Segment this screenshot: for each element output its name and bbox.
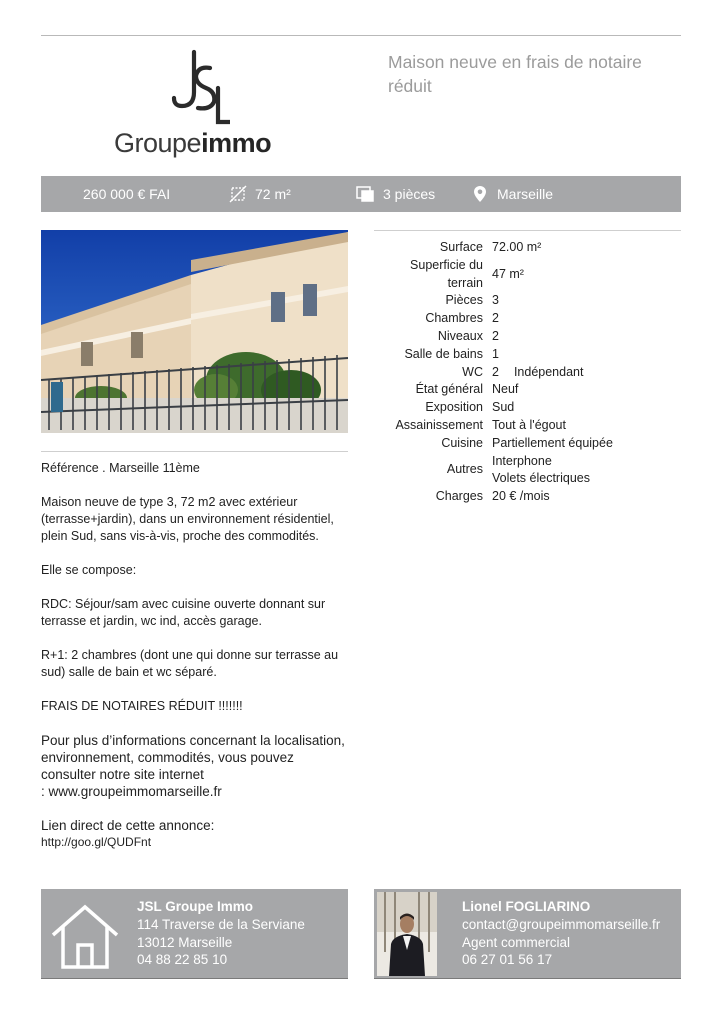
- spec-row: [374, 417, 681, 435]
- spec-label: WC: [462, 364, 483, 379]
- website-text: : www.groupeimmomarseille.fr: [41, 784, 222, 799]
- description-divider: [41, 451, 348, 452]
- spec-label: État général: [415, 382, 483, 397]
- spec-row: [374, 435, 681, 453]
- jsl-monogram: [170, 48, 230, 128]
- spec-value: 72.00 m²: [492, 240, 542, 254]
- spec-value: 1: [492, 346, 499, 361]
- spec-row: [374, 453, 681, 489]
- agent-phone: 06 27 01 56 17: [462, 952, 553, 968]
- spec-row: [374, 328, 681, 346]
- city-value: Marseille: [497, 186, 554, 202]
- agency-name: JSL Groupe Immo: [137, 899, 254, 914]
- house-icon: [49, 901, 121, 973]
- rooms-summary: [355, 176, 435, 212]
- spec-row: [374, 292, 681, 310]
- rooms-icon: [355, 185, 375, 203]
- listing-title: Maison neuve en frais de notaire réduit: [388, 52, 642, 96]
- spec-value: 3: [492, 293, 499, 308]
- spec-value: Partiellement équipée: [492, 435, 613, 450]
- desc-line: terrasse et jardin, wc ind, accès garage.: [41, 614, 262, 628]
- agency-card: [41, 889, 348, 979]
- spec-label: Cuisine: [441, 435, 483, 450]
- spec-label: Surface: [439, 240, 483, 254]
- agency-info: [137, 898, 305, 969]
- spec-value: Tout à l'égout: [492, 417, 566, 432]
- spec-row: [374, 488, 681, 506]
- desc-line: (terrasse+jardin), dans un environnement résidentiel,: [41, 512, 334, 526]
- spec-row: [374, 346, 681, 364]
- surface-value: 72 m²: [255, 186, 291, 202]
- spec-label: Chambres: [425, 311, 483, 326]
- spec-row: [374, 257, 681, 293]
- spec-label: Pièces: [445, 293, 483, 308]
- surface-icon: [229, 185, 247, 203]
- desc-line: Maison neuve de type 3, 72 m2 avec extérieur: [41, 495, 298, 509]
- spec-value: [492, 364, 681, 382]
- specs-divider: [374, 230, 681, 231]
- rooms-value: 3 pièces: [383, 186, 436, 202]
- desc-line: R+1: 2 chambres (dont une qui donne sur terrasse au: [41, 648, 339, 662]
- desc-line: consulter notre site internet: [41, 767, 204, 782]
- agent-name: Lionel FOGLIARINO: [462, 899, 591, 914]
- brand-word-light: Groupe: [114, 128, 202, 158]
- agency-phone: 04 88 22 85 10: [137, 952, 228, 968]
- spec-value: [492, 453, 681, 489]
- location-pin-icon: [473, 185, 487, 203]
- desc-line: sud) salle de bain et wc séparé.: [41, 665, 217, 679]
- spec-value: 2: [492, 311, 499, 326]
- agent-card: [374, 889, 681, 979]
- spec-row: [374, 310, 681, 328]
- desc-line: plein Sud, sans vis-à-vis, proche des commodités.: [41, 529, 319, 543]
- listing-link[interactable]: http://goo.gl/QUDFnt: [41, 835, 152, 849]
- property-photo: [41, 230, 348, 433]
- spec-value: 47 m²: [492, 266, 524, 281]
- city-summary: [473, 176, 553, 212]
- spec-label: Exposition: [425, 400, 483, 415]
- spec-label: Superficie du terrain: [410, 257, 483, 290]
- desc-line: Lien direct de cette annonce:: [41, 818, 215, 833]
- desc-line: FRAIS DE NOTAIRES RÉDUIT !!!!!!!: [41, 699, 243, 713]
- agent-photo: [377, 892, 437, 976]
- spec-value: Sud: [492, 400, 515, 415]
- agent-role: Agent commercial: [462, 934, 571, 950]
- spec-value: Neuf: [492, 382, 519, 397]
- summary-band: [41, 176, 681, 212]
- price: 260 000 € FAI: [83, 186, 171, 202]
- spec-row: [374, 239, 681, 257]
- spec-label: Autres: [446, 462, 483, 477]
- specs-table: [374, 239, 681, 506]
- agency-address: 114 Traverse de la Serviane: [137, 916, 305, 932]
- agent-email[interactable]: contact@groupeimmomarseille.fr: [462, 916, 661, 932]
- agent-info: [462, 898, 660, 969]
- spec-value: 20 € /mois: [492, 489, 550, 504]
- spec-label: Charges: [435, 489, 483, 504]
- surface-summary: [229, 176, 291, 212]
- spec-value: 2: [492, 328, 499, 343]
- spec-row: [374, 381, 681, 399]
- spec-value-line: Interphone: [492, 453, 552, 468]
- spec-label: Niveaux: [437, 328, 483, 343]
- spec-row: [374, 399, 681, 417]
- spec-value-line: Volets électriques: [492, 471, 590, 486]
- wc-count: 2: [492, 364, 499, 379]
- brand-word-bold: immo: [201, 128, 272, 158]
- description: [41, 460, 351, 851]
- desc-line: environnement, commodités, vous pouvez: [41, 750, 294, 765]
- spec-label: Assainissement: [395, 417, 483, 432]
- reference: Référence . Marseille 11ème: [41, 461, 200, 475]
- desc-line: Pour plus d’informations concernant la localisation,: [41, 733, 345, 748]
- spec-row: [374, 364, 681, 382]
- top-divider: [41, 35, 681, 36]
- brand-wordmark: [114, 128, 271, 159]
- spec-label: Salle de bains: [404, 346, 483, 361]
- wc-type: Indépendant: [513, 364, 584, 379]
- desc-line: RDC: Séjour/sam avec cuisine ouverte donnant sur: [41, 597, 326, 611]
- brand-logo: [110, 48, 280, 164]
- desc-line: Elle se compose:: [41, 563, 137, 577]
- agency-city: 13012 Marseille: [137, 934, 233, 950]
